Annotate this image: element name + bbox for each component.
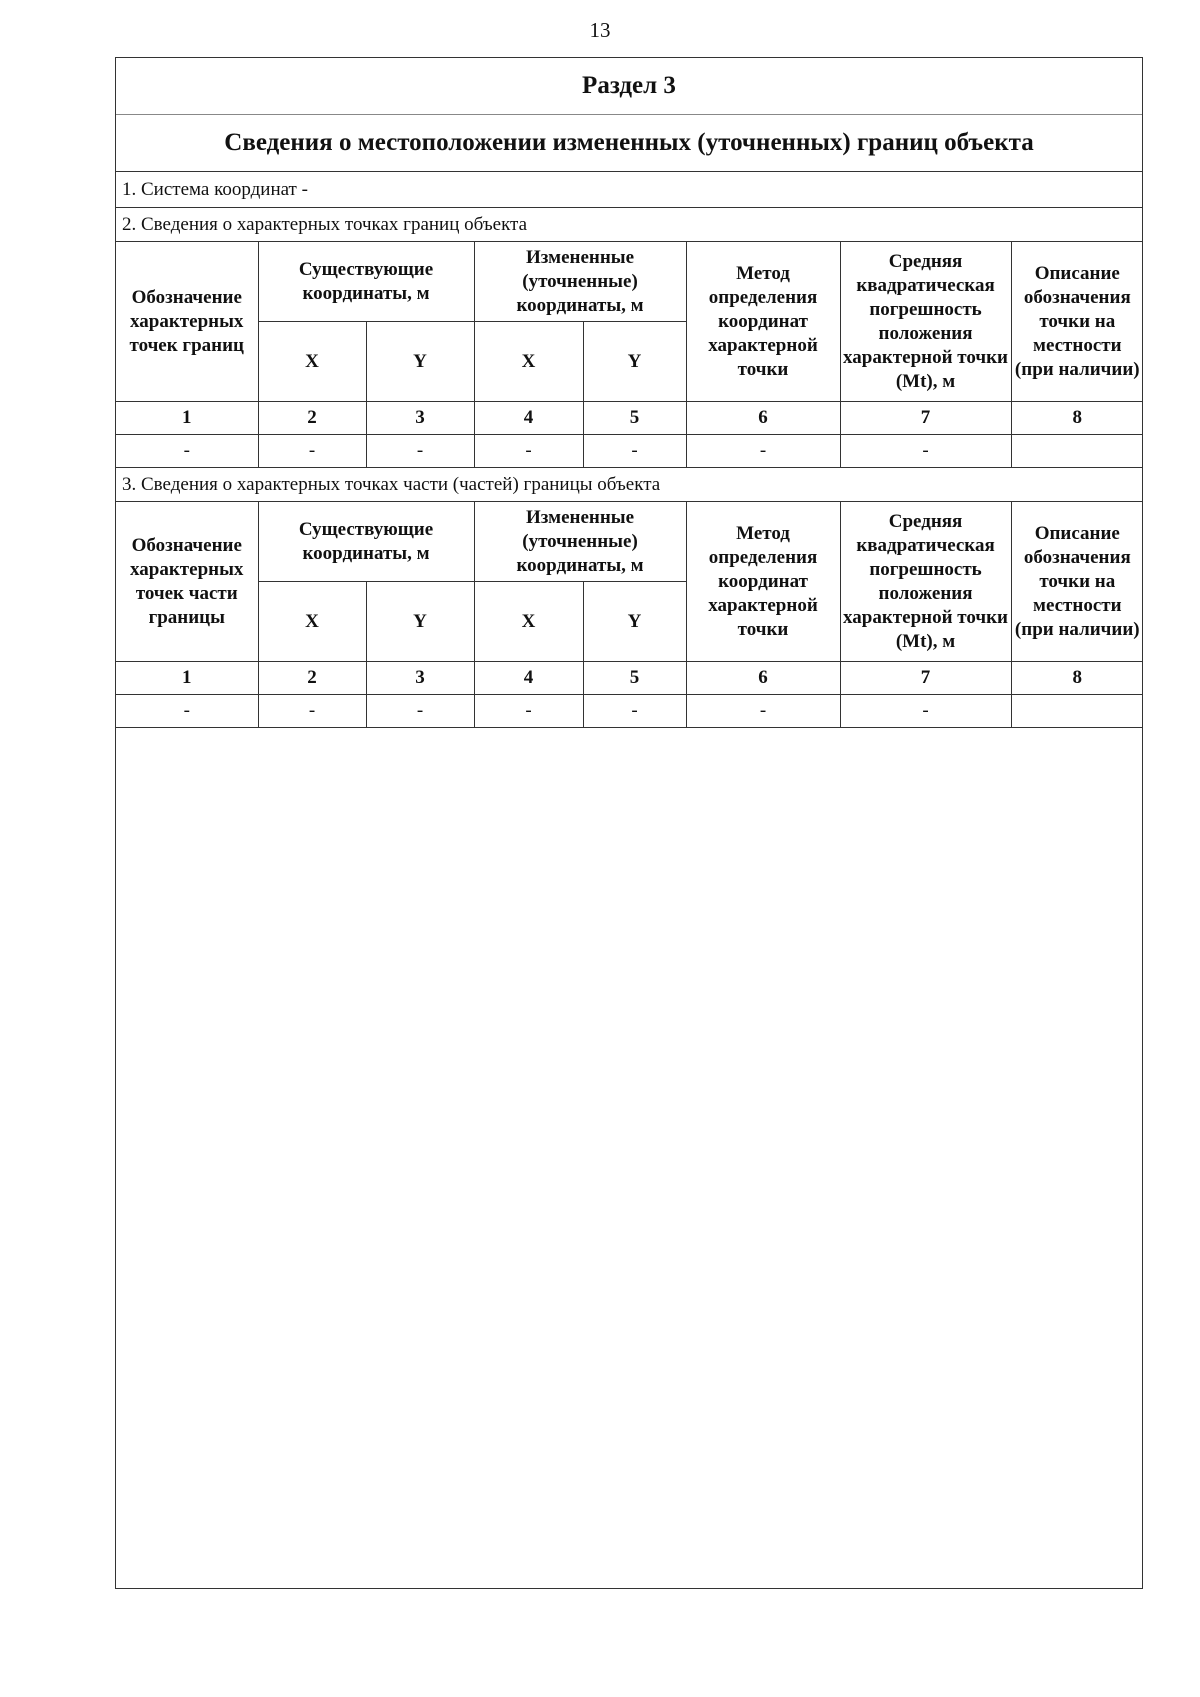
- table-cell: -: [686, 695, 840, 728]
- table-cell: -: [366, 695, 474, 728]
- table-cell: -: [258, 695, 366, 728]
- column-number: 5: [583, 402, 686, 435]
- header-description: Описание обозначения точки на местности (при наличии): [1011, 242, 1143, 402]
- table-cell: -: [583, 435, 686, 468]
- coordinate-system-line: 1. Система координат -: [116, 172, 1142, 208]
- header-point-designation: Обозначение характерных точек границ: [116, 242, 258, 402]
- table-cell: -: [474, 695, 583, 728]
- column-number: 7: [840, 662, 1011, 695]
- header-x-existing: X: [258, 322, 366, 402]
- table-cell: -: [840, 435, 1011, 468]
- header-method: Метод определения координат характерной точки: [686, 242, 840, 402]
- column-number: 1: [116, 402, 258, 435]
- header-y-existing: Y: [366, 582, 474, 662]
- table-cell: -: [474, 435, 583, 468]
- table-cell: -: [366, 435, 474, 468]
- column-number: 1: [116, 662, 258, 695]
- column-number: 2: [258, 402, 366, 435]
- table1-caption: 2. Сведения о характерных точках границ объекта: [116, 208, 1142, 242]
- table-cell: [1011, 435, 1143, 468]
- header-mean-error: Средняя квадратическая погрешность положения характерной точки (Mt), м: [840, 502, 1011, 662]
- section-title: Раздел 3: [116, 58, 1142, 115]
- header-x-changed: X: [474, 582, 583, 662]
- column-number: 7: [840, 402, 1011, 435]
- column-number: 2: [258, 662, 366, 695]
- header-y-existing: Y: [366, 322, 474, 402]
- boundary-points-table: [116, 242, 1143, 468]
- column-number: 3: [366, 402, 474, 435]
- section-frame: [115, 57, 1143, 1589]
- section-subtitle: Сведения о местоположении измененных (уточненных) границ объекта: [116, 115, 1142, 172]
- header-method: Метод определения координат характерной точки: [686, 502, 840, 662]
- header-y-changed: Y: [583, 322, 686, 402]
- header-y-changed: Y: [583, 582, 686, 662]
- column-number: 6: [686, 662, 840, 695]
- header-description: Описание обозначения точки на местности (при наличии): [1011, 502, 1143, 662]
- column-number: 5: [583, 662, 686, 695]
- table-cell: -: [840, 695, 1011, 728]
- header-mean-error: Средняя квадратическая погрешность положения характерной точки (Mt), м: [840, 242, 1011, 402]
- column-number: 6: [686, 402, 840, 435]
- column-number: 4: [474, 402, 583, 435]
- page-number: 13: [589, 18, 611, 42]
- header-existing-coordinates: Существующие координаты, м: [258, 502, 474, 582]
- header-changed-coordinates: Измененные (уточненные) координаты, м: [474, 242, 686, 322]
- header-x-existing: X: [258, 582, 366, 662]
- header-existing-coordinates: Существующие координаты, м: [258, 242, 474, 322]
- column-number: 3: [366, 662, 474, 695]
- table-cell: -: [116, 435, 258, 468]
- table-cell: -: [116, 695, 258, 728]
- part-boundary-points-table: [116, 502, 1143, 728]
- table-cell: -: [258, 435, 366, 468]
- column-number: 4: [474, 662, 583, 695]
- table-cell: -: [583, 695, 686, 728]
- header-x-changed: X: [474, 322, 583, 402]
- table2-caption: 3. Сведения о характерных точках части (частей) границы объекта: [116, 468, 1142, 502]
- header-point-designation: Обозначение характерных точек части границы: [116, 502, 258, 662]
- column-number: 8: [1011, 402, 1143, 435]
- column-number: 8: [1011, 662, 1143, 695]
- table-cell: [1011, 695, 1143, 728]
- table-cell: -: [686, 435, 840, 468]
- header-changed-coordinates: Измененные (уточненные) координаты, м: [474, 502, 686, 582]
